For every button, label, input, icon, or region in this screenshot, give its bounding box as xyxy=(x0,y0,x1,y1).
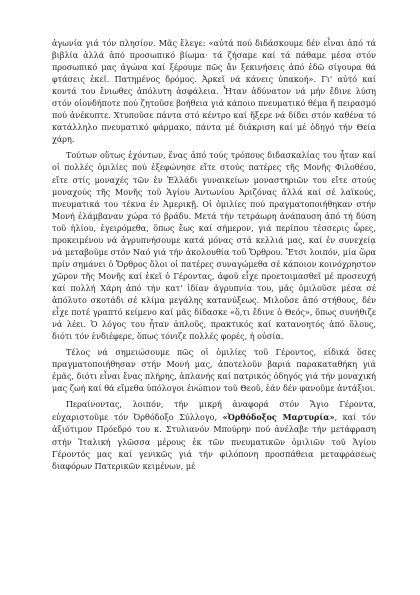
paragraph-p4 xyxy=(52,399,376,472)
paragraph-p2 xyxy=(52,150,376,343)
paragraph-p1 xyxy=(52,38,376,146)
body-text xyxy=(52,38,376,473)
paragraph-p3 xyxy=(52,347,376,395)
paragraph-text: Τούτων οὕτως ἐχόντων, ἕνας ἀπό τούς τρόπους διδασκαλίας του ἦταν καί οἱ πολλές ὁμιλίες πού ἐξεφώνησε εἴτε στούς πατέρες τῆς Μονῆς Φιλοθέου, εἴτε στίς μοναχές τῶν ἐν Ἑλλάδι γυναικείων μοναστηριῶν του εἴτε στούς μοναχούς τῆς Μονῆς τοῦ Ἁγίου Ἀντωνίου Ἀριζόνας ἀλλά καί σέ λαϊκούς, πνευματικά του τέκνα ἐν Ἀμερικῇ. Οἱ ὁμιλίες πού πραγματοποιήθηκαν στήν Μονή ἐλάμβαναν χώρα τό βράδυ. Μετά τήν τετράωρη ἀνάπαυση ἀπό τή δύση τοῦ ἡλίου, ἐγειρόμεθα, ὅπως ἔως καί σήμερον, γιά περίπου τέσσερις ὧρες, προκειμένου νά ἀγρυπνήσουμε κατά μόνας στά κελλιά μας, καί ἐν συνεχείᾳ νά μεταβοῦμε στόν Ναό γιά τήν ἀκολουθία τοῦ Ὄρθρου. Ἔτσι λοιπόν, μία ὥρα πρίν σημάνει ὁ Ὄρθρος ὅλοι οἱ πατέρες συναγώμεθα σέ κάποιον κοινόχρηστον χῶρον τῆς Μονῆς καί ἐκεῖ ὁ Γέροντας, ἀφοῦ εἶχε προετοιμασθεῖ μέ προσευχή καί πολλή Χάρη ἀπό τήν κατ' ἰδίαν ἀγρυπνία του, μᾶς ὁμιλοῦσε μέσα σέ ἀπόλυτο σκοτάδι σέ κλίμα μεγάλης κατανύξεως. Μιλοῦσε ἀπό στήθους, δέν εἶχε ποτέ γραπτό κείμενο καί μᾶς δίδασκε «ὅ,τι ἔδινε ὁ Θεός», ὅπως συνήθιζε νά λέει. Ὁ λόγος του ἦταν ἁπλοῦς, πρακτικός καί κατανοητός ἀπό ὅλους, διότι τόν ἐνδιέφερε, ὅπως τόνιζε πολλές φορές, ἡ οὐσία. xyxy=(52,151,376,342)
bold-title-text: «Ὀρθόδοξος Μαρτυρία» xyxy=(222,412,335,423)
paragraph-text: ἀγωνία γιά τόν πλησίον. Μᾶς ἔλεγε: «αὐτά πού διδάσκουμε δέν εἶναι ἀπό τά βιβλία ἀλλά ἀπό προσωπικό βίωμα· τά ζήσαμε καί τά πάθαμε μέσα στόν προσωπικό μας ἀγώνα καί ξέρουμε πῶς ἄν ξεκινήσεις ἀπό ἐδῶ σίγουρα θά φτάσεις ἐκεῖ. Πατημένος δρόμος. Ἀρκεῖ νά κάνεις ὑπακοή». Γι' αὐτό καί κοντά του ἔνιωθες ἀπόλυτη ἀσφάλεια. Ἦταν ἀδύνατον νά μήν ἔδινε λύση στόν οἱονδήποτε πού ζητοῦσε βοήθεια γιά κάποιο πνευματικό θέμα ἤ πειρασμό πού ἀνέκυπτε. Χτυποῦσε πάντα στό κέντρο καί ἤξερε νά δίδει στόν καθένα τό κατάλληλο πνευματικό φάρμακο, πάντα μέ διάκριση καί μέ ὁδηγό τήν Θεία χάρη. xyxy=(52,39,376,145)
paragraph-text: Τέλος νά σημειώσουμε πῶς οἱ ὁμιλίες τοῦ Γέροντος, εἰδικά ὅσες πραγματοποιήθησαν στήν Μονή μας, ἀποτελοῦν βαριά παρακαταθήκη γιά ἐμᾶς, διότι εἶναι ἔνας πλήρης, ἀπλανής καί πατρικός ὁδηγός γιά τήν μοναχική μας ζωή καί θά εἴμεθα ὑπόλογοι ἐνώπιον τοῦ Θεοῦ, ἐάν δέν φανοῦμε ἀντάξιοι. xyxy=(52,348,376,394)
paragraph-text: , καί τόν ἀξιότιμον Πρόεδρό του κ. Στυλιανόν Μπούρην πού ἀνέλαβε τήν μετάφραση στήν Ἰταλική γλῶσσα μέρους ἐκ τῶν πνευματικῶν ὁμιλιῶν τοῦ Ἁγίου Γέροντός μας καί γενικῶς γιά τήν φιλόπονη προσπάθεια μεταφράσεως διαφόρων Πατερικῶν κειμένων, μέ xyxy=(52,413,376,471)
paragraph-text: Περαίνοντας, λοιπόν, τήν μικρή ἀναφορά στόν Ἅγιο Γέροντα, εὐχαριστοῦμε τόν Ὀρθόδοξο Σύλλογο, xyxy=(52,400,376,423)
